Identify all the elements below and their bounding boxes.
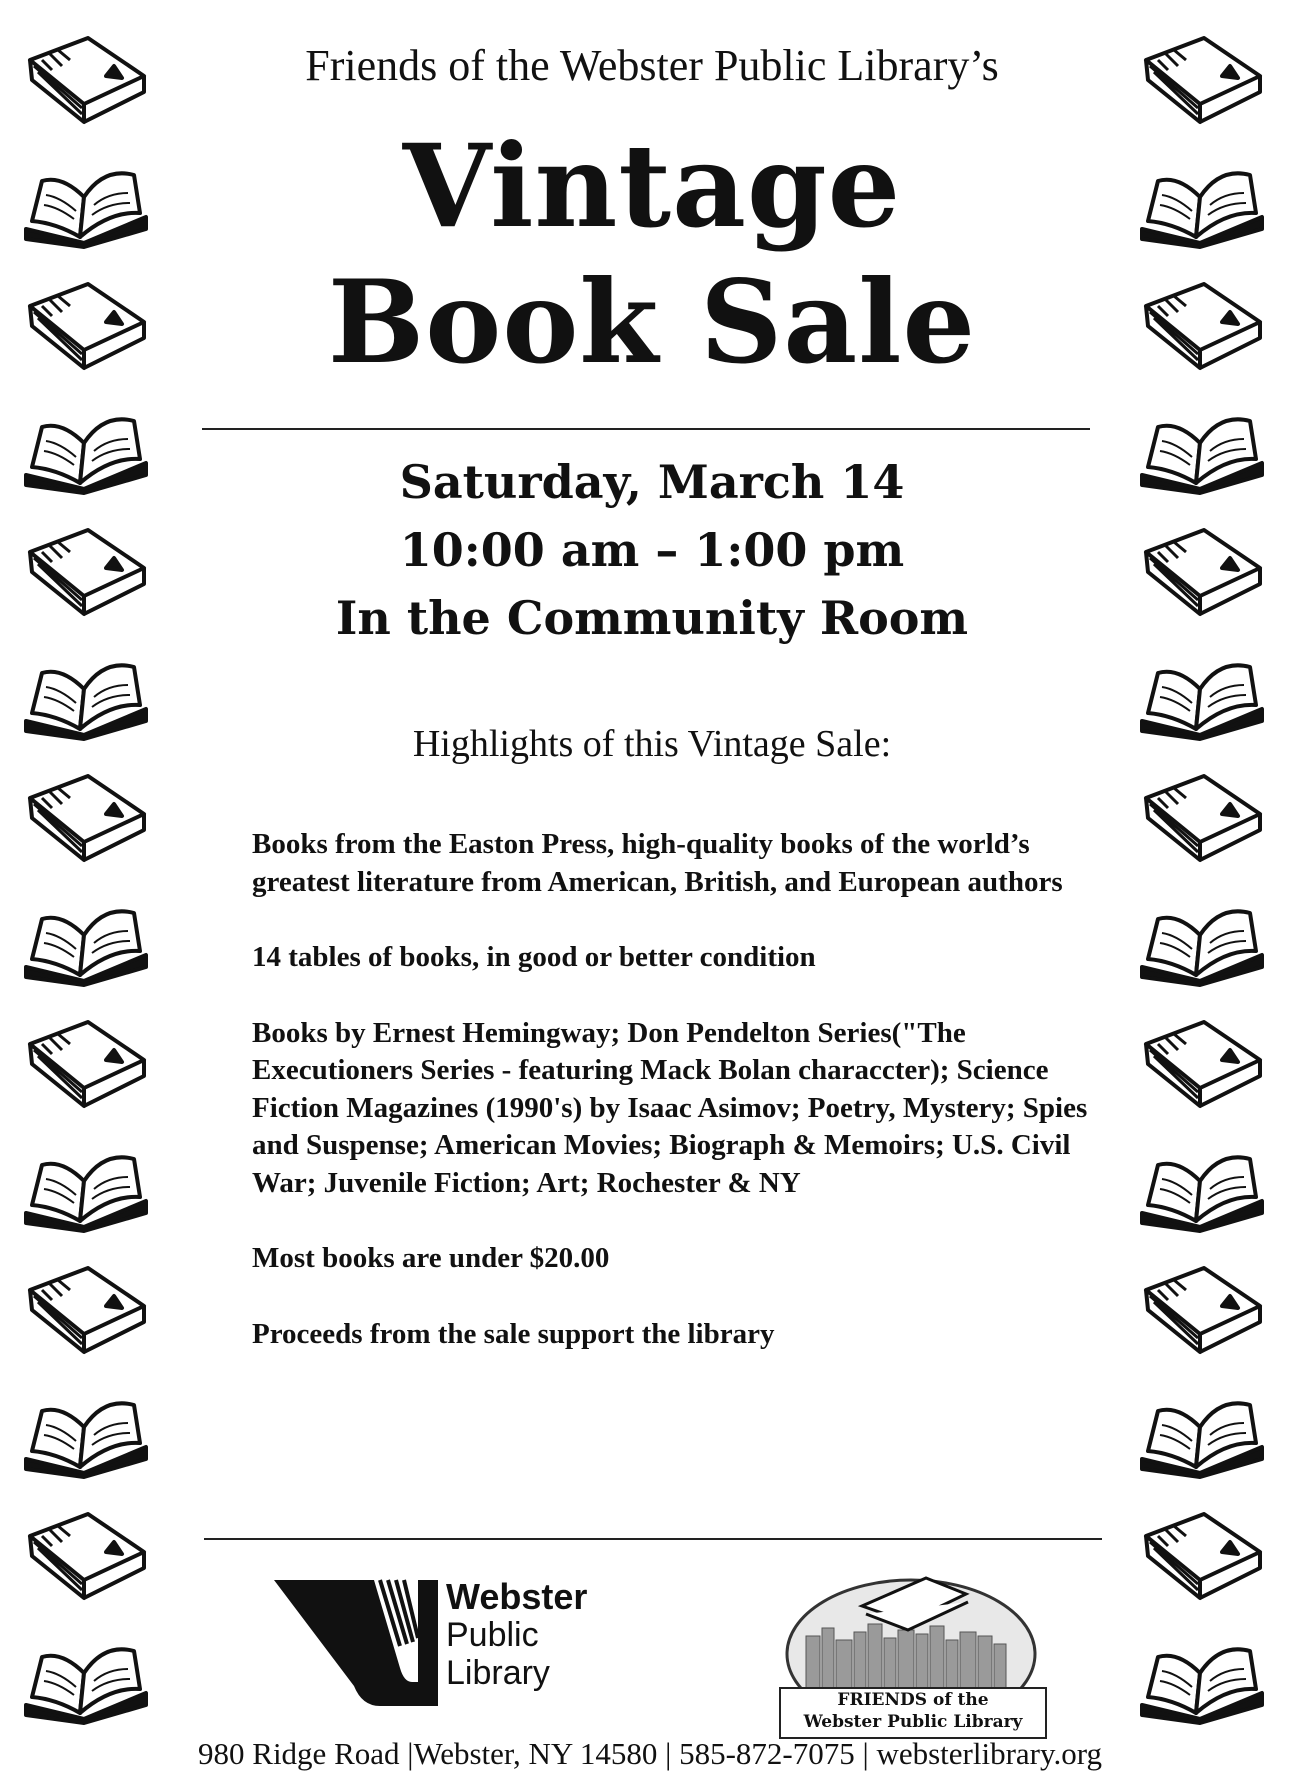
open-book-icon [22, 1383, 150, 1479]
open-book-icon [1138, 153, 1266, 249]
highlight-item: Books from the Easton Press, high-quality books of the world’s greatest literature from American, British, and European authors [252, 828, 1063, 898]
closed-book-icon [22, 522, 150, 618]
webster-library-wordmark [446, 1578, 587, 1692]
open-book-icon [22, 1137, 150, 1233]
closed-book-icon [1138, 522, 1266, 618]
closed-book-icon [1138, 276, 1266, 372]
closed-book-icon [1138, 30, 1266, 126]
highlight-item: Books by Ernest Hemingway; Don Pendelton Series("The Executioners Series - featuring Mack Bolan characcter); Science Fiction Magazines (1990's) by Isaac Asimov; Poetry, Mystery; Spies and Suspense; American Movies; Biograph & Memoirs; U.S. Civil War; Juvenile Fiction; Art; Rochester & NY [252, 1016, 1088, 1199]
closed-book-icon [1138, 1506, 1266, 1602]
friends-label [779, 1687, 1047, 1739]
wordmark-line-2: Public [446, 1616, 539, 1654]
title-line-1: Vintage [402, 119, 902, 253]
highlight-item: 14 tables of books, in good or better condition [252, 941, 816, 973]
presenter-line: Friends of the Webster Public Library’s [305, 41, 999, 90]
friends-label-line-2: Webster Public Library [803, 1712, 1023, 1732]
closed-book-icon [1138, 1260, 1266, 1356]
event-date: Saturday, March 14 [399, 455, 905, 509]
open-book-icon [22, 645, 150, 741]
friends-label-line-1: FRIENDS of the [837, 1690, 989, 1710]
open-book-icon [1138, 1137, 1266, 1233]
closed-book-icon [1138, 768, 1266, 864]
closed-book-icon [22, 1506, 150, 1602]
event-location: In the Community Room [335, 591, 969, 645]
open-book-icon [22, 891, 150, 987]
highlight-item: Proceeds from the sale support the library [252, 1317, 775, 1350]
event-details [180, 448, 1124, 652]
divider-top [202, 428, 1090, 430]
highlights-list [252, 826, 1132, 1391]
highlight-item: Most books are under $20.00 [252, 1242, 610, 1274]
closed-book-icon [1138, 1014, 1266, 1110]
closed-book-icon [22, 768, 150, 864]
wordmark-line-3: Library [446, 1654, 550, 1692]
event-time: 10:00 am – 1:00 pm [399, 523, 905, 577]
open-book-icon [22, 399, 150, 495]
closed-book-icon [22, 1260, 150, 1356]
closed-book-icon [22, 1014, 150, 1110]
open-book-icon [1138, 399, 1266, 495]
open-book-icon [1138, 1629, 1266, 1725]
title-line-2: Book Sale [327, 255, 977, 389]
open-book-icon [1138, 891, 1266, 987]
open-book-icon [1138, 645, 1266, 741]
closed-book-icon [22, 276, 150, 372]
highlights-heading: Highlights of this Vintage Sale: [412, 723, 892, 765]
wordmark-line-1: Webster [446, 1576, 588, 1617]
closed-book-icon [22, 30, 150, 126]
open-book-icon [1138, 1383, 1266, 1479]
open-book-icon [22, 153, 150, 249]
page-title [180, 118, 1124, 390]
footer-address: 980 Ridge Road |Webster, NY 14580 | 585-872-7075 | websterlibrary.org [198, 1736, 1102, 1771]
open-book-icon [22, 1629, 150, 1725]
divider-bottom [204, 1538, 1102, 1540]
